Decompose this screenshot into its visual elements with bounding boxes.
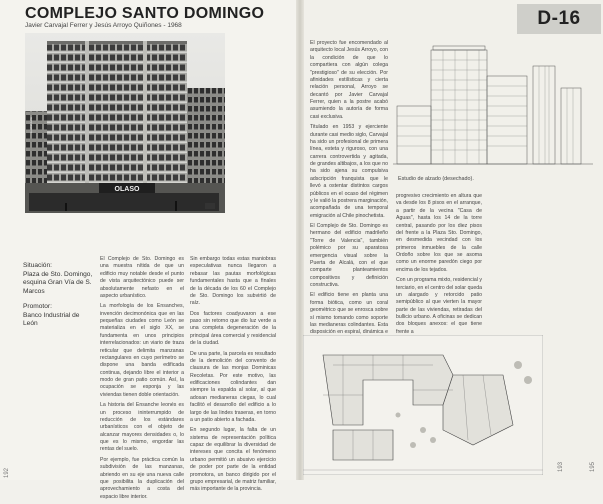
paragraph: La historia del Ensanche leonés es un proceso ininterrumpido de reducción de los estándares urbanísticos con el objeto de alcanzar mayores densidades o, lo que es lo mismo, engordar las rentas del suelo. xyxy=(100,402,184,453)
paragraph: El proyecto fue encomendado al arquitecto local Jesús Arroyo, con la condición de que lo compartiera con algún colega "prestigioso" de su elección. Por afinidades estilísticas y cierta relación personal, Arroyo se decantó por Javier Carvajal Ferrer, quien a la postre acabó asumiendo la autoría de forma casi exclusiva. xyxy=(310,40,388,120)
paragraph: Con un programa mixto, residencial y terciario, en el centro del solar queda un alargado y retorcido patio semipúblico al que vierten la mayor parte de las viviendas, retiradas del bullicio urbano. A oficinas se dedican dos bloques anexos: el que tiene frente a xyxy=(396,277,482,335)
page-number-right-b: 195 xyxy=(590,461,596,472)
promoter-block xyxy=(23,303,95,329)
paragraph: El edificio tiene en planta una forma biótica, como un coral geométrico que se enrosca sobre sí mismo tomando como soporte las medianeras colindantes. Esta disposición en espiral, dinámica e xyxy=(310,292,388,336)
promoter-value: Banco Industrial de León xyxy=(23,311,80,328)
paragraph: De una parte, la parcela es resultado de la demolición del convento de clausura de las monjas Dominicas Recoletas. Por este motivo, las edificaciones colindantes dan siempre la espalda al solar, al que adosan medianeras ciegas, lo cual facilitó el desarrollo del edificio a lo largo de las lindes traseras, en torno a un patio abierto a fachada. xyxy=(190,350,276,423)
elevation-caption: Estudio de alzado (desechado). xyxy=(398,176,474,182)
situation-label: Situación: xyxy=(23,262,52,269)
elevation-drawing xyxy=(393,36,593,174)
paragraph: La morfología de los Ensanches, invención decimonónica que en las pequeñas ciudades como León se materializa en el siglo XX, se fundamenta en unos principios interrelacionados: un viario de traza reticular que delimita manzanas rectangulares en cuyo perímetro se dispone una banda edificada continua, dejando libre el interior a modo de gran patio común. Así, la ocupación se esponja y las viviendas tienen doble orientación. xyxy=(100,303,184,398)
site-plan-drawing xyxy=(303,335,543,475)
paragraph: El Complejo de Sto. Domingo es hermano del edificio madrileño "Torre de Valencia", también polémico por su aparatosa emergencia visual sobre la Puerta de Alcalá, con el que comparte planteamientos compositivos y definición constructiva. xyxy=(310,223,388,288)
side-sign-text: Euskalduna xyxy=(29,117,33,133)
page-title: COMPLEJO SANTO DOMINGO xyxy=(25,5,265,22)
situation-block xyxy=(23,262,95,296)
paragraph: El Complejo de Sto. Domingo es una muestra nítida de que un edificio muy notable desde el punto de vista arquitectónico puede ser absolutamente nefasto en el aspecto urbanístico. xyxy=(100,256,184,299)
paragraph: Dos factores coadyuvaron a ese paso sin retorno que dio luz verde a una completa degeneración de la principal área comercial y residencial de la ciudad. xyxy=(190,310,276,347)
paragraph: En segundo lugar, la falta de un sistema de representación política capaz de equilibrar la diversidad de intereses que concita el fenómeno urbano permitió un abusivo ejercicio de poder por parte de la entidad promotora, un banco dirigido por el grupo empresarial, de matriz familiar, más importante de la provincia. xyxy=(190,427,276,493)
page-number-left: 192 xyxy=(4,467,10,478)
situation-line-1: Plaza de Sto. Domingo, xyxy=(23,270,93,278)
building-photo xyxy=(25,33,225,213)
situation-line-2: esquina Gran Vía de S. xyxy=(23,279,92,287)
paragraph: Sin embargo todas estas maniobras especulativas nunca llegaron a rebasar las pautas morfológicas fundamentales hasta que a finales de la década de los 60 el Complejo de Sto. Domingo los subvirtió de raíz. xyxy=(190,256,276,307)
paragraph: Titulado en 1953 y ejerciente durante casi medio siglo, Carvajal ha sido un profesional de primera línea, esteta y riguroso, con una carrera controvertida y agitada, de grandes altibajos, a los que no ha sido ajena su compulsiva adscripción franquista que le llevó a ostentar distintos cargos públicos en el ocaso del régimen y le valió la postrera marginación, acompañada de una temporal emigración al Chile pinochetista. xyxy=(310,124,388,219)
shop-sign-text: OLASO xyxy=(114,186,140,193)
catalog-code-badge: D-16 xyxy=(517,4,601,34)
situation-line-3: Marcos xyxy=(23,287,45,295)
right-body-column-1 xyxy=(310,40,388,347)
promoter-label: Promotor: xyxy=(23,303,52,310)
left-body-column-1 xyxy=(100,256,184,504)
page-number-right-a: 193 xyxy=(558,461,564,472)
authors-line: Javier Carvajal Ferrer y Jesús Arroyo Quiñones - 1968 xyxy=(25,22,182,29)
left-body-column-2 xyxy=(190,256,276,497)
paragraph: progresivo crecimiento en altura que va desde los 8 pisos en el arranque, a partir de la vecina "Casa de Aguas", hasta los 14 de la torre central, pasando por los diez pisos del frente a la Plaza Sto. Domingo, en desmedida vecindad con los primeros inmuebles de la calle Ordoño sobre los que se asoma como un enorme paredón ciego por encima de los tejados. xyxy=(396,193,482,273)
right-body-column-2 xyxy=(396,193,482,339)
paragraph: Por ejemplo, fue práctica común la subdivisión de las manzanas, abriendo en su eje una nueva calle que posibilita la duplicación del aprovechamiento a costa del espacio libre interior. xyxy=(100,456,184,500)
